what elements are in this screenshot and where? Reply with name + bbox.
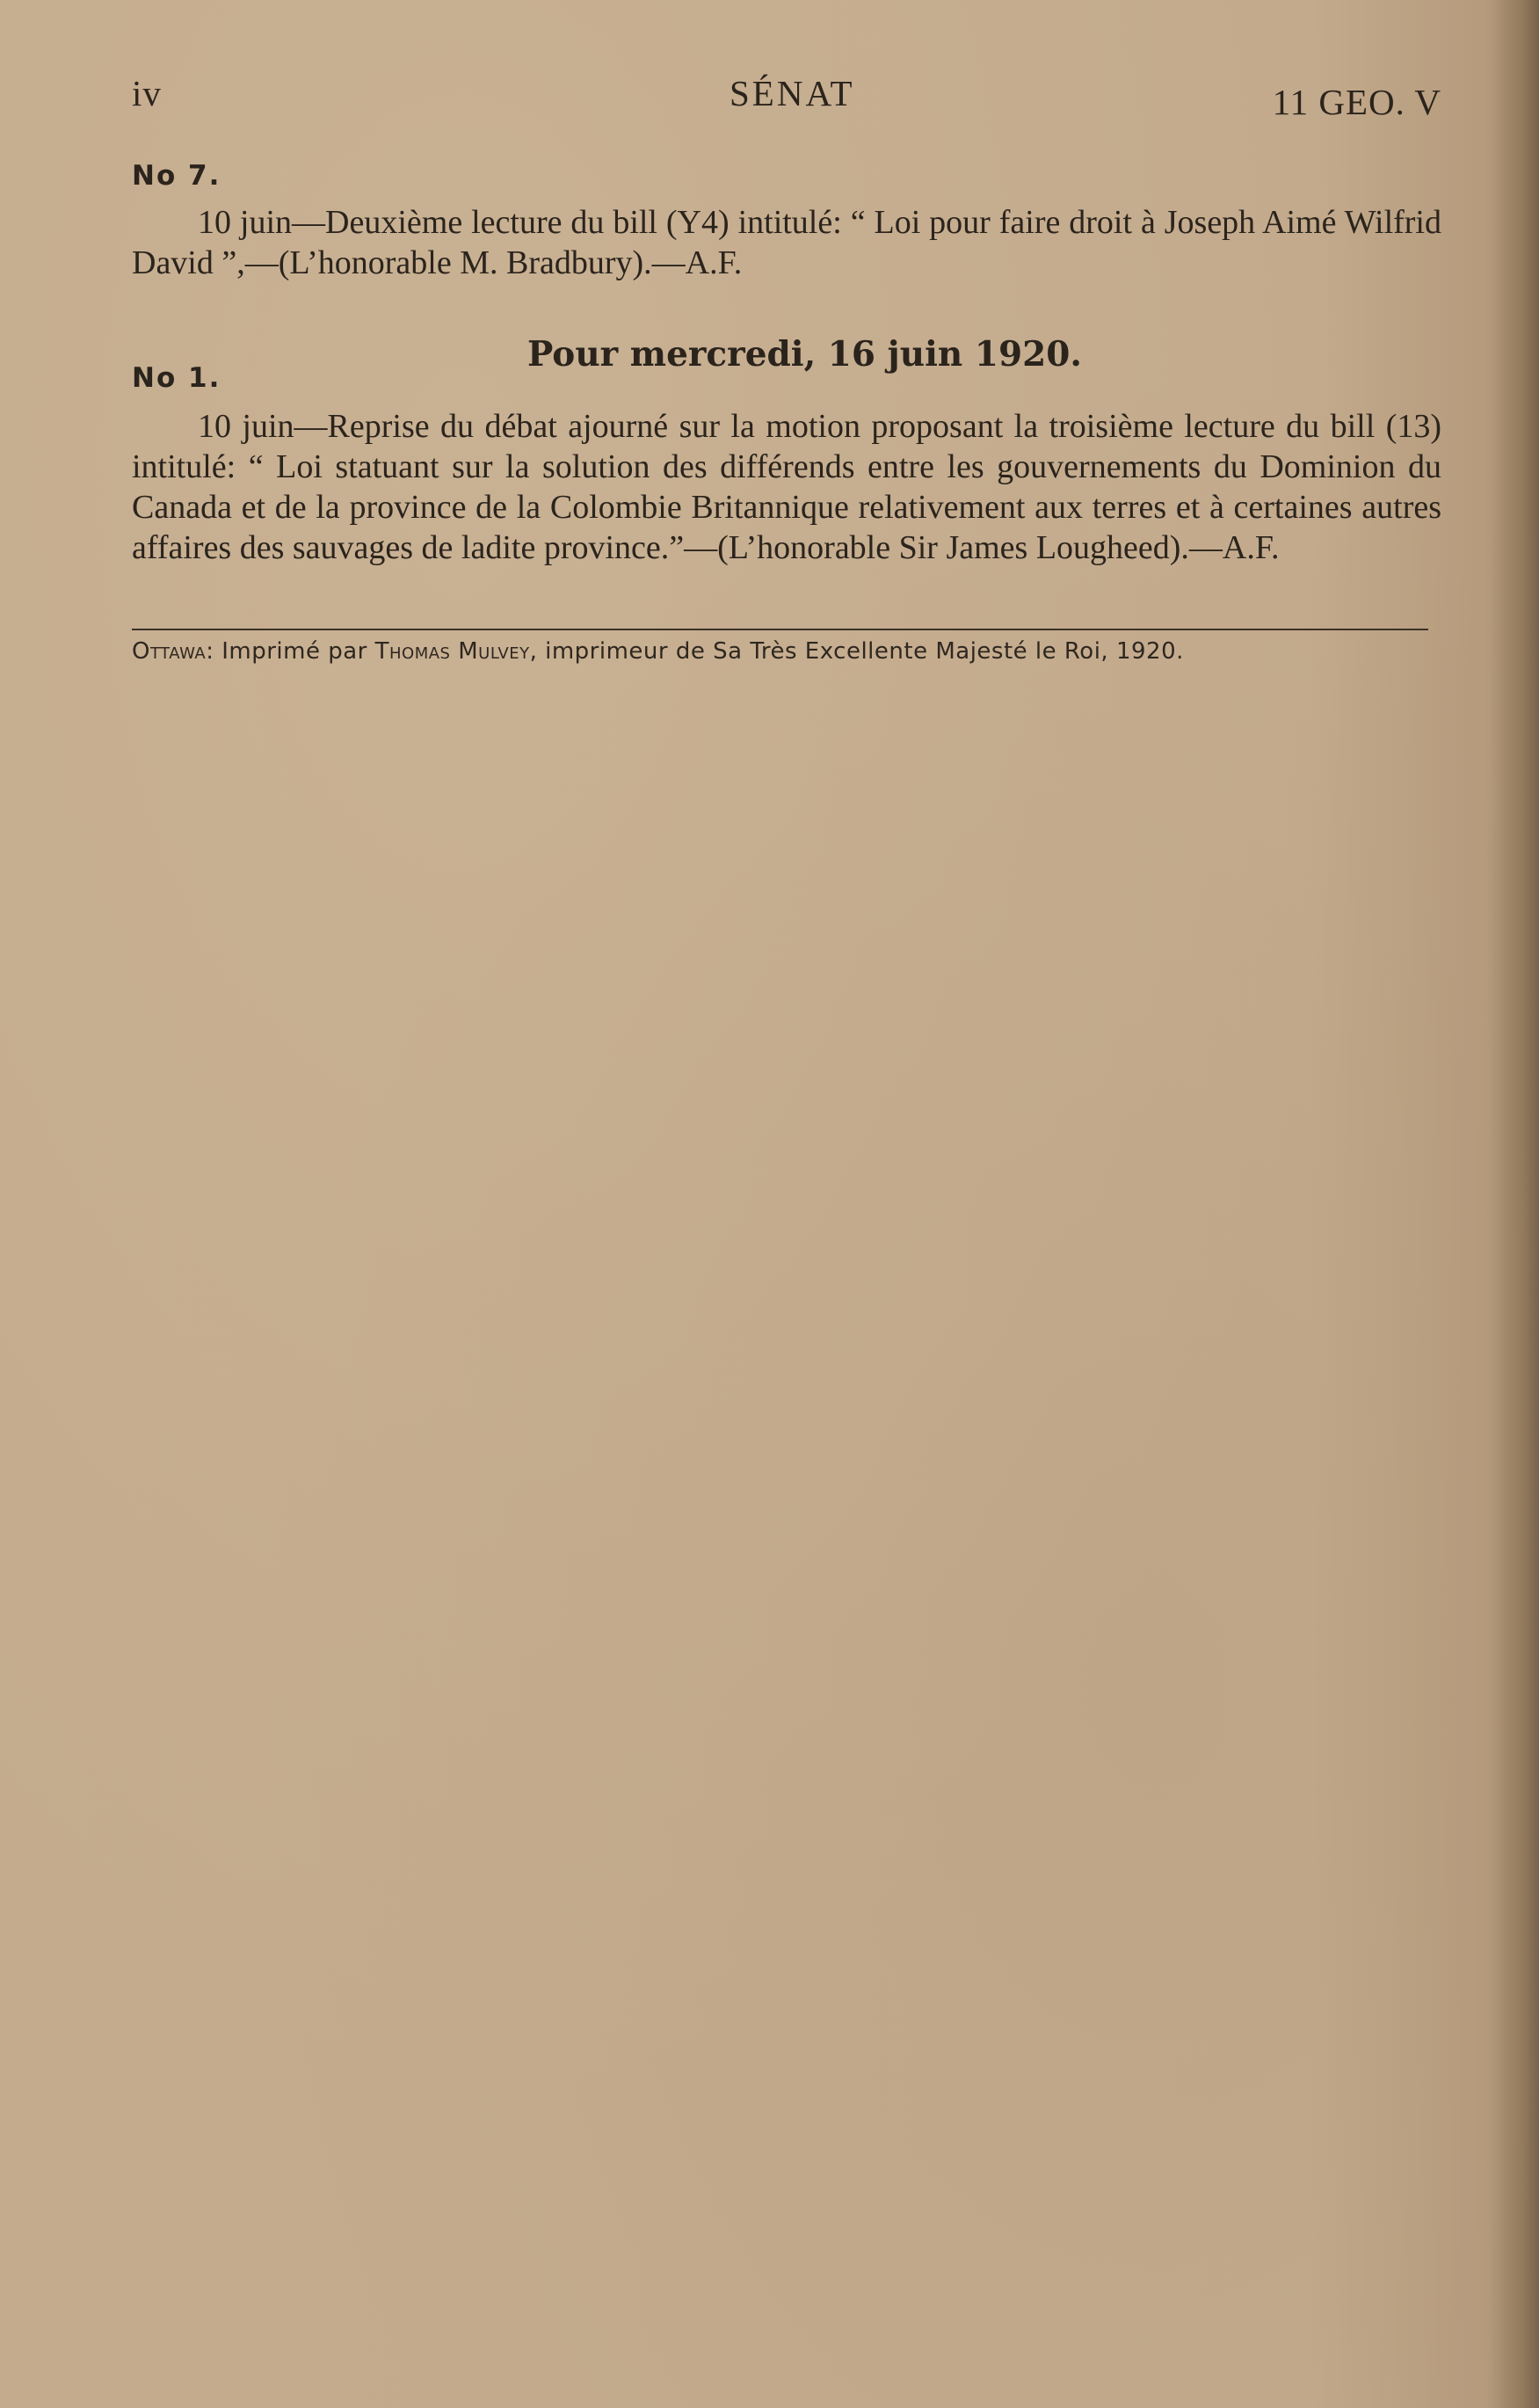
order-item-no1 <box>132 362 1441 568</box>
running-header <box>132 72 1441 125</box>
imprint-rest: , imprimeur de Sa Très Excellente Majesté le Roi, 1920. <box>529 638 1184 665</box>
imprint-city: Ottawa <box>132 638 207 665</box>
item-text: 10 juin—Deuxième lecture du bill (Y4) intitulé: “ Loi pour faire droit à Joseph Aimé Wilfrid David ”,—(L’honorable M. Bradbury).—A.F. <box>132 204 1441 281</box>
item-number: No 7. <box>132 160 221 192</box>
imprint-printer: Thomas Mulvey <box>374 638 530 665</box>
item-number: No 1. <box>132 362 221 394</box>
page-title: SÉNAT <box>730 73 855 113</box>
order-item-no7 <box>132 160 1441 283</box>
volume-label: 11 GEO. V <box>1272 82 1441 122</box>
page-number: iv <box>132 73 162 113</box>
printer-imprint <box>132 638 1433 665</box>
item-text: 10 juin—Reprise du débat ajourné sur la motion proposant la troisième lecture du bill (13) intitulé: “ Loi statuant sur la solution des différends entre les gouvernements du Dominion du Canada et de la province de la Colombie Britannique relativement aux terres et à certaines autres affaires des sauvages de ladite province.”—(L’honorable Sir James Lougheed).—A.F. <box>132 408 1441 566</box>
footer-rule <box>132 629 1428 630</box>
imprint-printed-by: : Imprimé par <box>206 638 367 665</box>
section-heading: Pour mercredi, 16 juin 1920. <box>527 334 1082 375</box>
